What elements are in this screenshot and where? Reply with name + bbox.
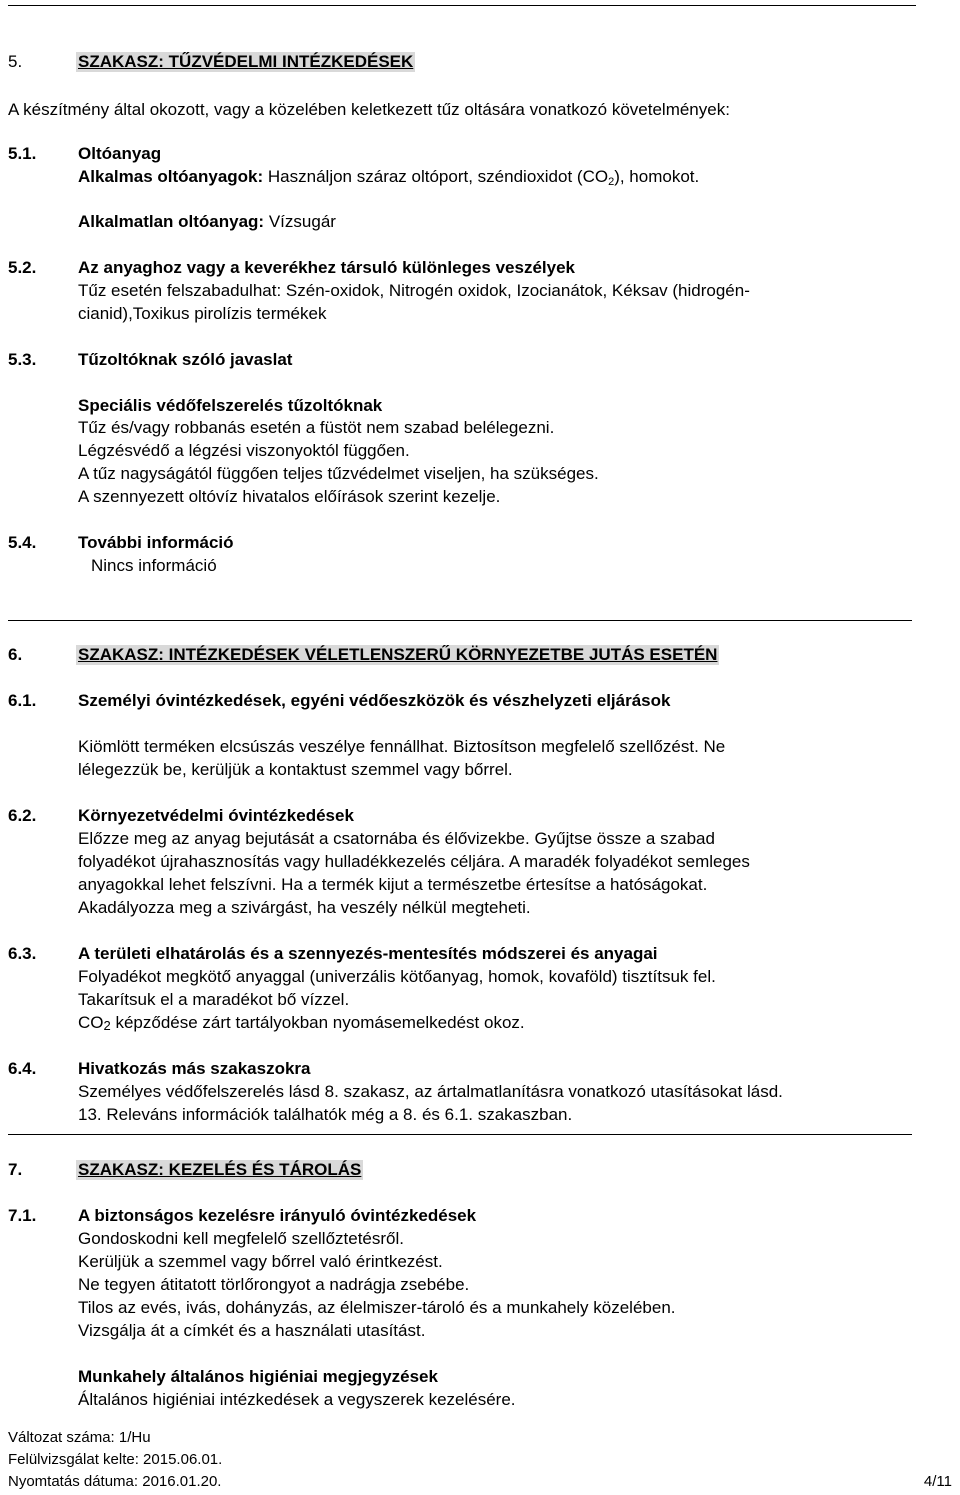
co2-text-pre: CO — [78, 1013, 104, 1032]
paragraph-line: Kiömlött terméken elcsúszás veszélye fennállhat. Biztosítson megfelelő szellőzést. Ne — [78, 737, 726, 756]
paragraph-line: Takarítsuk el a maradékot bő vízzel. — [78, 990, 350, 1009]
subsection-subtitle: Munkahely általános higiéniai megjegyzések — [78, 1367, 438, 1386]
paragraph-line — [78, 1013, 525, 1036]
subsection-number: 5.1. — [8, 144, 37, 163]
subsection-title: A területi elhatárolás és a szennyezés-mentesítés módszerei és anyagai — [78, 944, 658, 963]
section-6-heading — [8, 645, 718, 665]
paragraph-line: Akadályozza meg a szivárgást, ha veszély nélkül megteheti. — [78, 898, 531, 917]
paragraph-line: Nincs információ — [91, 556, 217, 575]
paragraph-line: Tűz esetén felszabadulhat: Szén-oxidok, Nitrogén oxidok, Izocianátok, Kéksav (hidrogén- — [78, 281, 750, 300]
subsection-number: 6.3. — [8, 944, 37, 963]
footer-version: Változat száma: 1/Hu — [8, 1429, 151, 1446]
subsection-title: A biztonságos kezelésre irányuló óvintézkedések — [78, 1206, 477, 1225]
suitable-value-pre: Használjon száraz oltóport, széndioxidot (CO — [267, 167, 609, 186]
subsection-title: További információ — [78, 533, 234, 552]
suitable-value-sub: 2 — [608, 176, 615, 188]
subsection-title: Hivatkozás más szakaszokra — [78, 1059, 311, 1078]
section-title: SZAKASZ: TŰZVÉDELMI INTÉZKEDÉSEK — [78, 52, 414, 71]
section-number: 6. — [8, 645, 23, 664]
section-7-heading — [8, 1160, 362, 1180]
paragraph-line: 13. Releváns információk találhatók még a 8. és 6.1. szakaszban. — [78, 1105, 573, 1124]
subsection-number: 5.2. — [8, 258, 37, 277]
paragraph-line: Ne tegyen átitatott törlőrongyot a nadrágja zsebébe. — [78, 1275, 470, 1294]
subsection-title: Oltóanyag — [78, 144, 162, 163]
subsection-subtitle: Speciális védőfelszerelés tűzoltóknak — [78, 396, 383, 415]
unsuitable-value: Vízsugár — [268, 212, 336, 231]
paragraph-line: folyadékot újrahasznosítás vagy hulladékkezelés céljára. A maradék folyadékot semleges — [78, 852, 750, 871]
paragraph-line: Kerüljük a szemmel vagy bőrrel való érintkezést. — [78, 1252, 443, 1271]
subsection-number: 6.4. — [8, 1059, 37, 1078]
paragraph-line: cianid),Toxikus pirolízis termékek — [78, 304, 327, 323]
subsection-number: 6.1. — [8, 691, 37, 710]
subsection-number: 5.3. — [8, 350, 37, 369]
footer-review-date: Felülvizsgálat kelte: 2015.06.01. — [8, 1451, 223, 1468]
paragraph-line: Tilos az evés, ivás, dohányzás, az élelmiszer-tároló és a munkahely közelében. — [78, 1298, 676, 1317]
subsection-title: Tűzoltóknak szóló javaslat — [78, 350, 293, 369]
co2-text-sub: 2 — [103, 1018, 111, 1033]
suitable-agents — [78, 167, 699, 192]
subsection-number: 7.1. — [8, 1206, 37, 1225]
section-title: SZAKASZ: INTÉZKEDÉSEK VÉLETLENSZERŰ KÖRNYEZETBE JUTÁS ESETÉN — [78, 645, 718, 664]
suitable-value-post: ), homokot. — [614, 167, 700, 186]
co2-text-post: képződése zárt tartályokban nyomásemelkedést okoz. — [110, 1013, 525, 1032]
paragraph-line: Általános higiéniai intézkedések a vegyszerek kezelésére. — [78, 1390, 516, 1409]
paragraph-line: Gondoskodni kell megfelelő szellőztetésről. — [78, 1229, 405, 1248]
subsection-number: 5.4. — [8, 533, 37, 552]
suitable-label: Alkalmas oltóanyagok: — [78, 167, 264, 186]
paragraph-line: Előzze meg az anyag bejutását a csatornába és élővizekbe. Gyűjtse össze a szabad — [78, 829, 715, 848]
paragraph-line: Személyes védőfelszerelés lásd 8. szakasz, az ártalmatlanításra vonatkozó utasításokat lásd. — [78, 1082, 783, 1101]
footer-print-date: Nyomtatás dátuma: 2016.01.20. — [8, 1473, 222, 1490]
paragraph-line: Folyadékot megkötő anyaggal (univerzális kötőanyag, homok, kovaföld) tisztítsuk fel. — [78, 967, 716, 986]
section-5-intro: A készítmény által okozott, vagy a közelében keletkezett tűz oltására vonatkozó követelmények: — [8, 100, 730, 119]
section-divider — [8, 620, 912, 621]
paragraph-line: Légzésvédő a légzési viszonyoktól függően. — [78, 441, 410, 460]
paragraph-line: anyagokkal lehet felszívni. Ha a termék kijut a természetbe értesítse a hatóságokat. — [78, 875, 708, 894]
subsection-number: 6.2. — [8, 806, 37, 825]
paragraph-line: A tűz nagyságától függően teljes tűzvédelmet viseljen, ha szükséges. — [78, 464, 599, 483]
paragraph-line: Vizsgálja át a címkét és a használati utasítást. — [78, 1321, 426, 1340]
unsuitable-agents — [78, 212, 336, 232]
subsection-title: Személyi óvintézkedések, egyéni védőeszközök és vészhelyzeti eljárások — [78, 691, 671, 710]
unsuitable-label: Alkalmatlan oltóanyag: — [78, 212, 265, 231]
paragraph-line: lélegezzük be, kerüljük a kontaktust szemmel vagy bőrrel. — [78, 760, 513, 779]
section-number: 5. — [8, 52, 23, 71]
subsection-title: Az anyaghoz vagy a keverékhez társuló különleges veszélyek — [78, 258, 576, 277]
section-number: 7. — [8, 1160, 23, 1179]
section-divider — [8, 1134, 912, 1135]
footer-page-number: 4/11 — [923, 1473, 952, 1490]
paragraph-line: A szennyezett oltóvíz hivatalos előírások szerint kezelje. — [78, 487, 501, 506]
subsection-title: Környezetvédelmi óvintézkedések — [78, 806, 354, 825]
section-title: SZAKASZ: KEZELÉS ÉS TÁROLÁS — [78, 1160, 362, 1179]
top-rule — [8, 5, 916, 6]
paragraph-line: Tűz és/vagy robbanás esetén a füstöt nem szabad belélegezni. — [78, 418, 555, 437]
section-5-heading — [8, 52, 414, 72]
